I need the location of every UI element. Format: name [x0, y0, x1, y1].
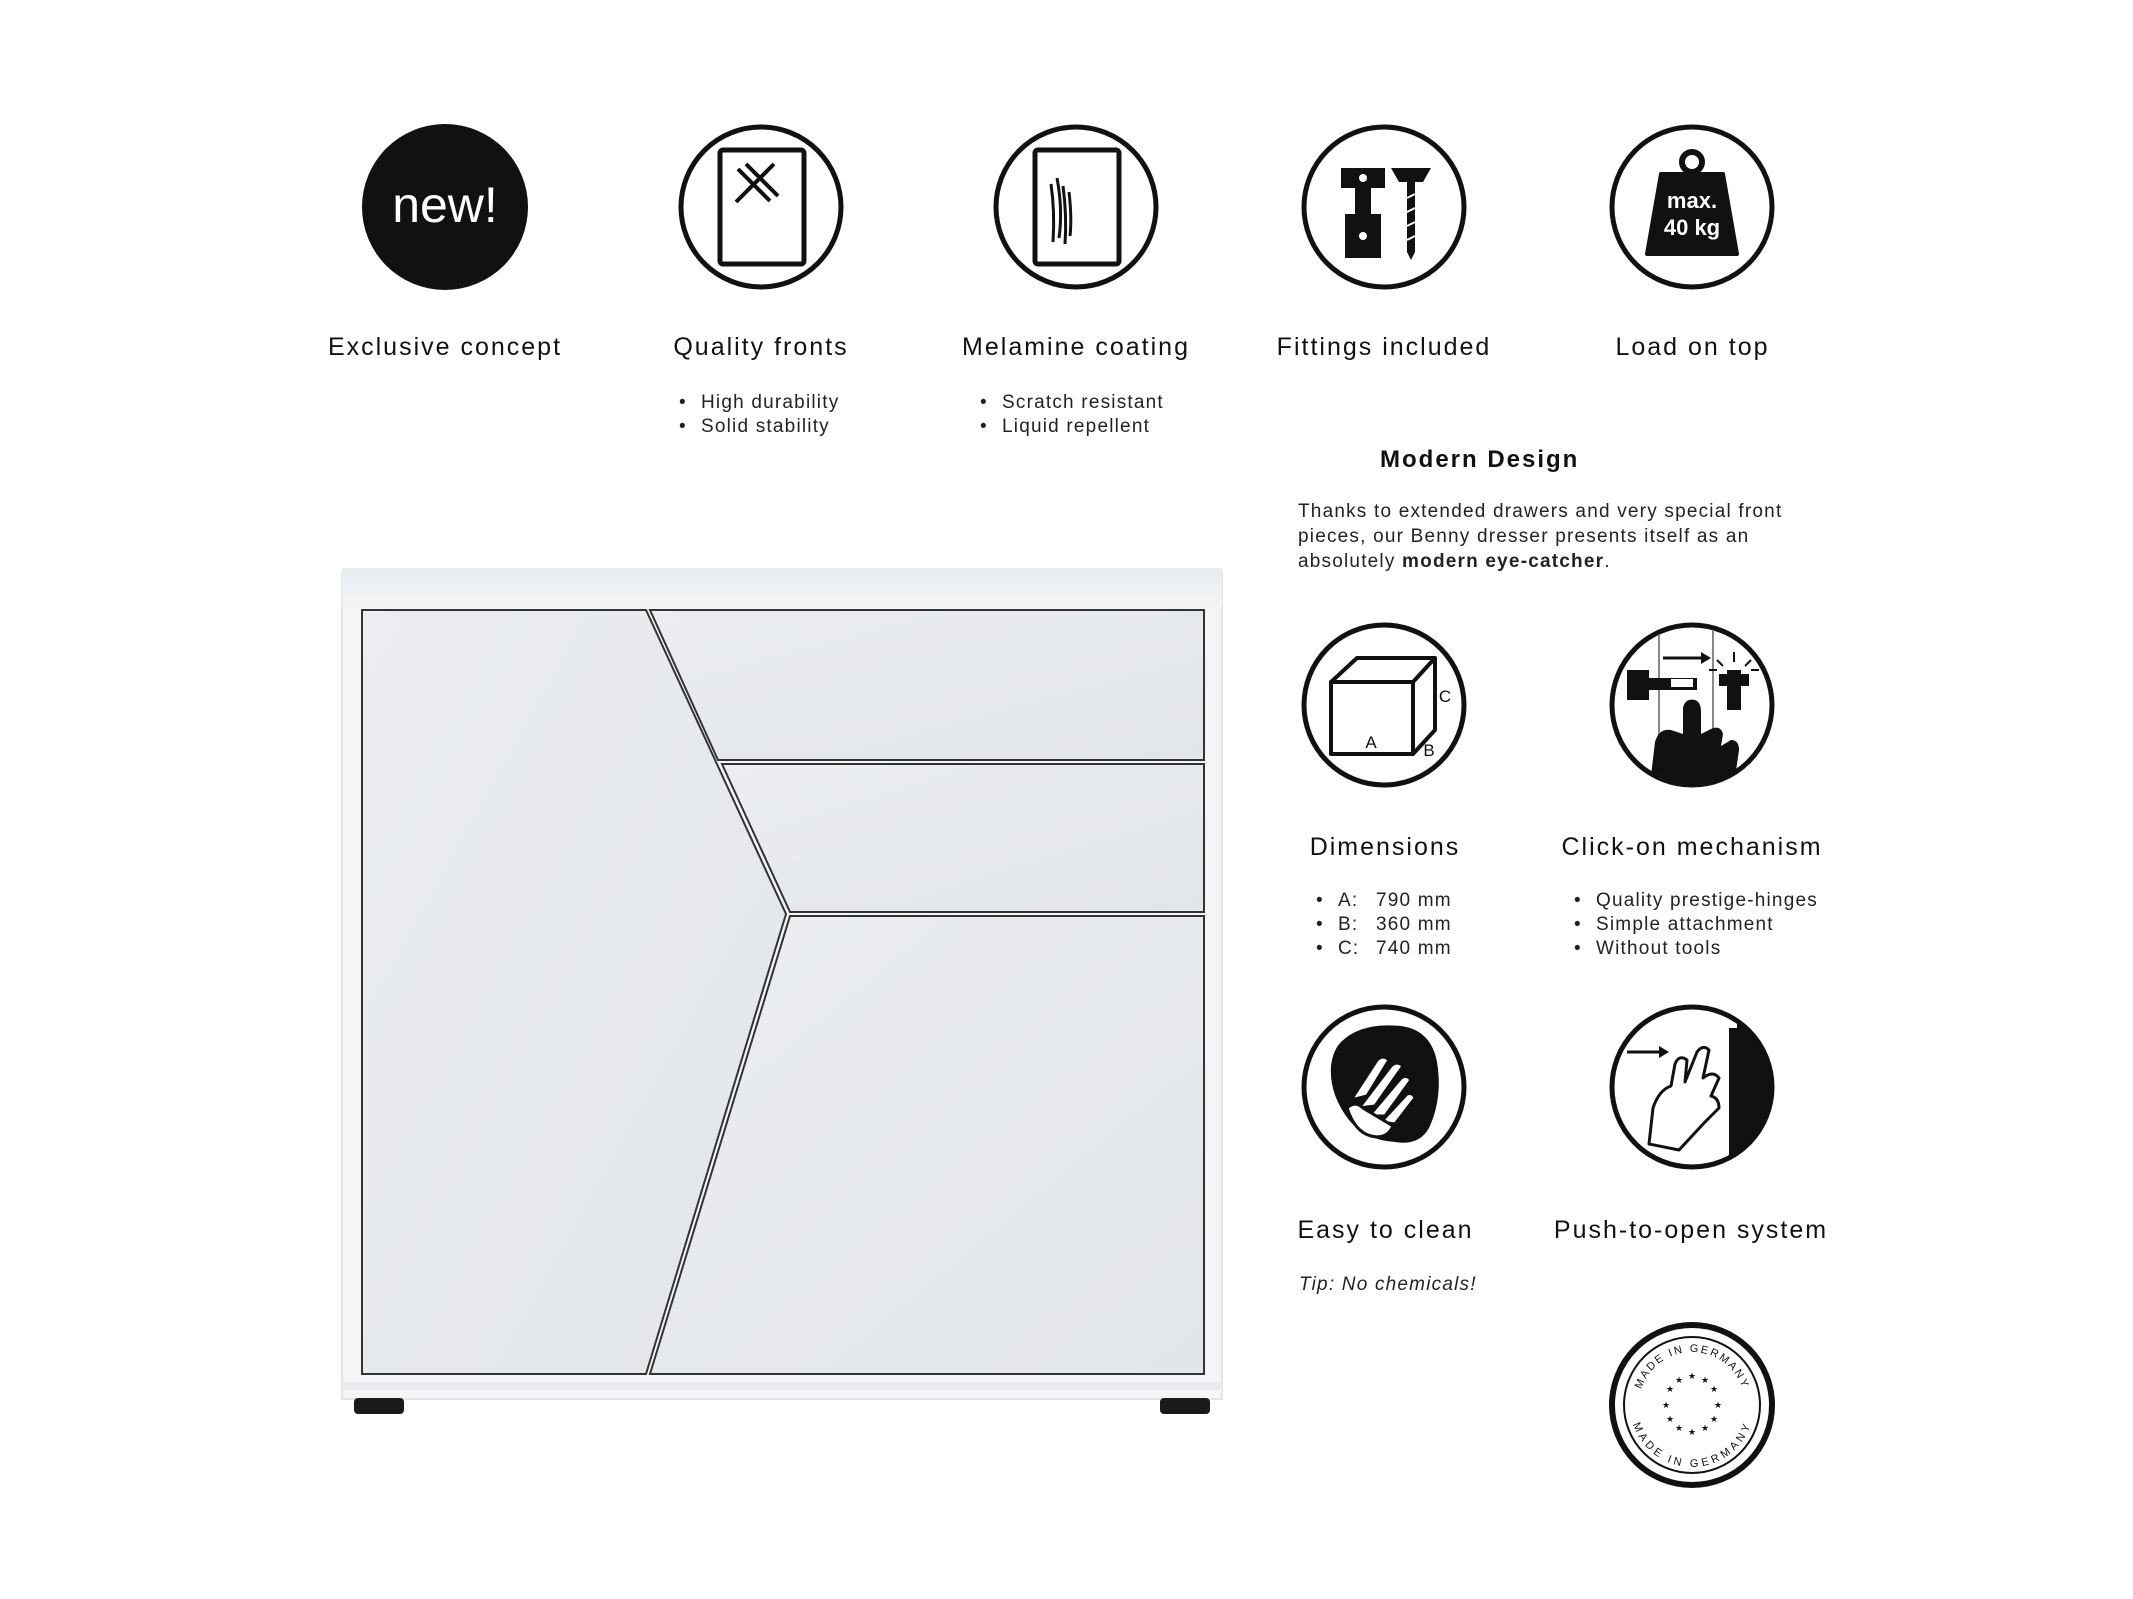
- svg-text:★: ★: [1687, 1372, 1697, 1382]
- feature-title-load-on-top: Load on top: [1615, 333, 1770, 361]
- eu-stars: [1662, 1372, 1722, 1438]
- seal-text-bottom: MADE IN GERMANY: [1630, 1420, 1754, 1471]
- feature-title-melamine-coating: Melamine coating: [962, 333, 1190, 361]
- svg-text:★: ★: [1687, 1428, 1697, 1438]
- cabinet-product-image: [338, 568, 1228, 1424]
- melamine-coating-bullets: [980, 391, 1164, 439]
- feature-title-click-on-mechanism: Click-on mechanism: [1561, 833, 1823, 861]
- dimensions-list: [1316, 889, 1452, 961]
- bullet-item: • Liquid repellent: [980, 415, 1164, 439]
- modern-design-heading: Modern Design: [1380, 446, 1580, 473]
- bullet-item: • Scratch resistant: [980, 391, 1164, 415]
- new-badge-text: new!: [392, 177, 498, 233]
- modern-design-text-bold: modern eye-catcher: [1402, 551, 1605, 572]
- weight-icon: [1609, 124, 1775, 290]
- modern-design-paragraph: [1298, 499, 1803, 574]
- cube-label-a: A: [1365, 733, 1377, 752]
- svg-text:★: ★: [1674, 1376, 1684, 1386]
- weight-line1: max.: [1666, 188, 1718, 213]
- dimension-item-a: • A: 790 mm: [1316, 889, 1452, 913]
- svg-text:★: ★: [1700, 1424, 1710, 1434]
- modern-design-text-2: .: [1604, 551, 1611, 572]
- dimension-item-c: • C: 740 mm: [1316, 937, 1452, 961]
- melamine-scratch-icon: [993, 124, 1159, 290]
- bullet-item: • Without tools: [1574, 937, 1818, 961]
- feature-title-exclusive-concept: Exclusive concept: [327, 333, 563, 361]
- feature-title-push-to-open: Push-to-open system: [1553, 1216, 1829, 1244]
- svg-text:★: ★: [1709, 1385, 1719, 1395]
- quality-fronts-icon: [678, 124, 844, 290]
- bullet-item: • High durability: [679, 391, 839, 415]
- feature-title-dimensions: Dimensions: [1309, 833, 1461, 861]
- svg-text:★: ★: [1665, 1385, 1675, 1395]
- modern-design-text-1: Thanks to extended drawers and very special front pieces, our Benny dresser presents itself as an absolutely: [1298, 501, 1783, 572]
- svg-text:★: ★: [1713, 1401, 1723, 1411]
- seal-text-top: MADE IN GERMANY: [1632, 1342, 1752, 1391]
- bullet-item: • Solid stability: [679, 415, 839, 439]
- svg-text:★: ★: [1709, 1415, 1719, 1425]
- hinge-click-icon: [1609, 622, 1775, 788]
- quality-fronts-bullets: [679, 391, 839, 439]
- svg-text:★: ★: [1661, 1401, 1671, 1411]
- new-badge-icon: [362, 124, 528, 290]
- svg-text:★: ★: [1700, 1376, 1710, 1386]
- cube-label-c: C: [1438, 687, 1452, 706]
- cleaning-hand-icon: [1301, 1004, 1467, 1170]
- bullet-item: • Quality prestige-hinges: [1574, 889, 1818, 913]
- svg-text:★: ★: [1665, 1415, 1675, 1425]
- feature-title-fittings-included: Fittings included: [1276, 333, 1492, 361]
- weight-line2: 40 kg: [1663, 215, 1721, 240]
- push-to-open-icon: [1609, 1004, 1775, 1170]
- fittings-screw-icon: [1301, 124, 1467, 290]
- svg-text:★: ★: [1674, 1424, 1684, 1434]
- made-in-germany-seal-icon: [1609, 1322, 1775, 1488]
- feature-title-easy-to-clean: Easy to clean: [1297, 1216, 1474, 1244]
- bullet-item: • Simple attachment: [1574, 913, 1818, 937]
- easy-clean-tip: Tip: No chemicals!: [1299, 1274, 1477, 1295]
- click-on-bullets: [1574, 889, 1818, 961]
- cube-dimensions-icon: [1301, 622, 1467, 788]
- cube-label-b: B: [1423, 741, 1435, 760]
- feature-title-quality-fronts: Quality fronts: [673, 333, 849, 361]
- dimension-item-b: • B: 360 mm: [1316, 913, 1452, 937]
